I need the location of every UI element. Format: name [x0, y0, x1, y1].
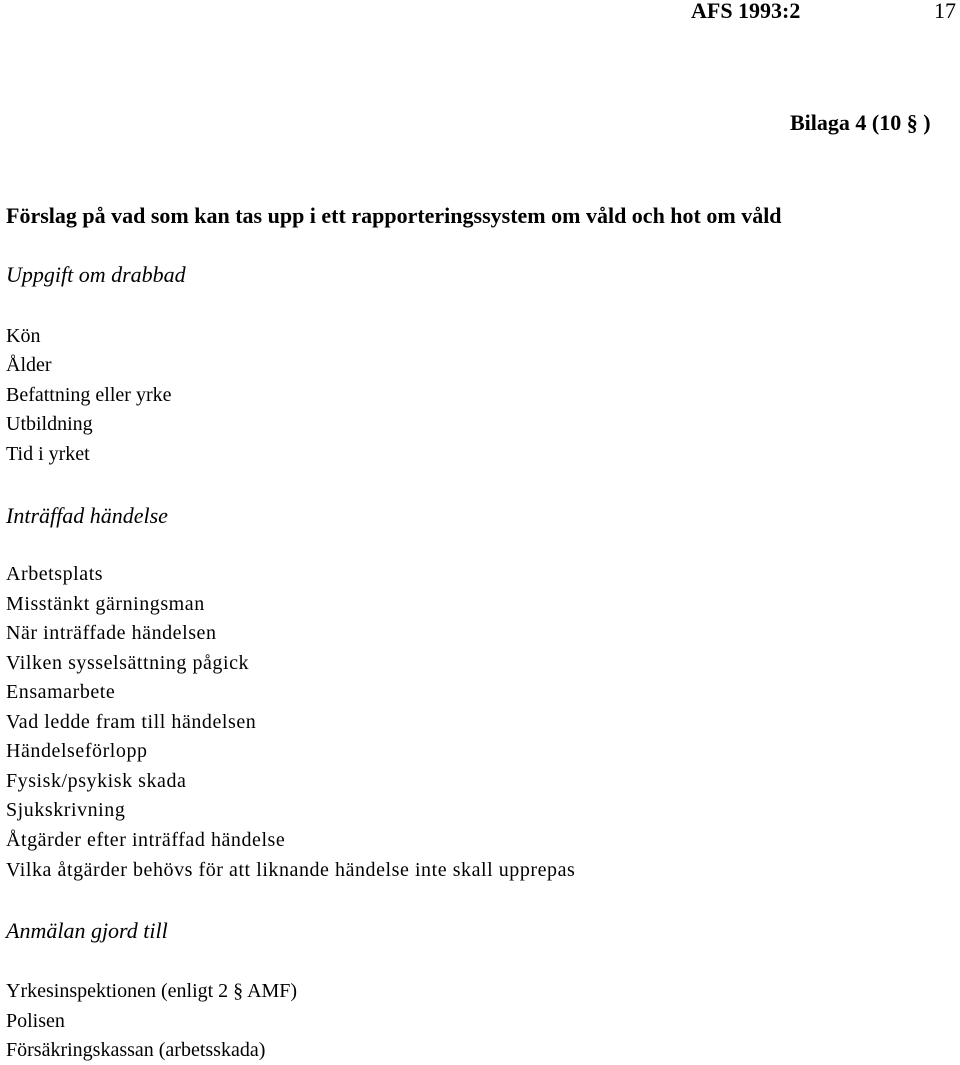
list-item: Utbildning [6, 413, 93, 435]
section-heading-reported-to: Anmälan gjord till [6, 918, 168, 943]
section-heading-incident: Inträffad händelse [6, 503, 168, 528]
list-item: Fysisk/psykisk skada [6, 770, 187, 792]
appendix-label: Bilaga 4 (10 § ) [790, 110, 931, 135]
list-item: Ensamarbete [6, 681, 116, 703]
list-item: Tid i yrket [6, 443, 90, 465]
list-item: Vilken sysselsättning pågick [6, 652, 250, 674]
list-item: Kön [6, 325, 41, 347]
section-heading-affected: Uppgift om drabbad [6, 262, 186, 287]
list-item: Händelseförlopp [6, 740, 148, 762]
list-item: När inträffade händelsen [6, 622, 217, 644]
list-item: Vad ledde fram till händelsen [6, 711, 257, 733]
list-item: Yrkesinspektionen (enligt 2 § AMF) [6, 980, 298, 1002]
list-item: Misstänkt gärningsman [6, 593, 205, 615]
list-item: Polisen [6, 1010, 65, 1032]
list-item: Ålder [6, 354, 52, 376]
document-code: AFS 1993:2 [691, 0, 801, 23]
document-title: Förslag på vad som kan tas upp i ett rapporteringssystem om våld och hot om våld [6, 203, 782, 228]
list-item: Vilka åtgärder behövs för att liknande händelse inte skall upprepas [6, 859, 576, 881]
list-item: Befattning eller yrke [6, 384, 172, 406]
page-number: 17 [934, 0, 956, 23]
list-item: Försäkringskassan (arbetsskada) [6, 1039, 266, 1061]
list-item: Åtgärder efter inträffad händelse [6, 829, 286, 851]
list-item: Arbetsplats [6, 563, 104, 585]
list-item: Sjukskrivning [6, 799, 126, 821]
